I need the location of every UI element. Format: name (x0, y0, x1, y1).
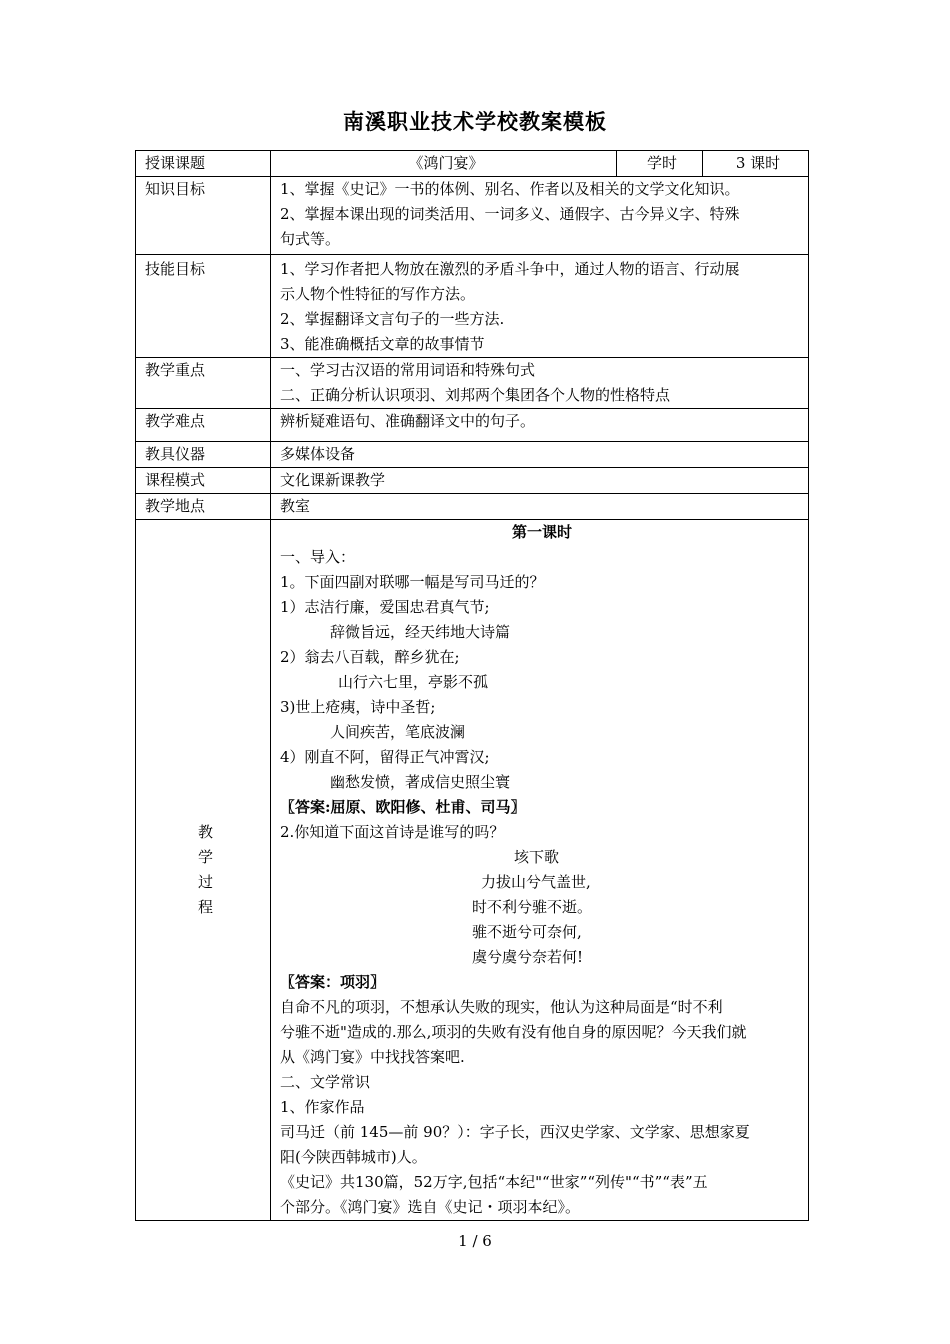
answer-1: 〖答案:屈原、欧阳修、杜甫、司马〗 (280, 798, 526, 816)
section-title: 第一课时 (511, 523, 572, 541)
knowledge-line: 2、掌握本课出现的词类活用、一词多义、通假字、古今异义字、特殊 (280, 205, 740, 223)
focus-content (271, 358, 809, 409)
skill-row (136, 255, 809, 358)
process-content (271, 520, 809, 1221)
process-label-char: 学 (197, 848, 213, 866)
intro-heading: 一、导入： (280, 548, 356, 566)
process-label-char: 过 (197, 873, 213, 891)
process-row (136, 520, 809, 1221)
couplet-second: 辞微旨远，经天纬地大诗篇 (330, 623, 511, 641)
paragraph-line: 兮骓不逝"造成的.那么,项羽的失败有没有他自身的原因呢？今天我们就 (280, 1023, 747, 1041)
paragraph-line: 自命不凡的项羽，不想承认失败的现实，他认为这种局面是“时不利 (280, 998, 723, 1016)
difficulty-row (136, 409, 809, 442)
couplet-second: 山行六七里，亭影不孤 (338, 673, 489, 691)
knowledge-line: 1、掌握《史记》一书的体例、别名、作者以及相关的文学文化知识。 (280, 180, 740, 198)
paragraph-line: 个部分。《鸿门宴》选自《史记・项羽本纪》。 (280, 1198, 581, 1216)
paragraph-line: 司马迁（前 145—前 90？）：字子长，西汉史学家、文学家、思想家夏 (280, 1123, 750, 1141)
subsection-heading: 1、作家作品 (280, 1098, 365, 1116)
difficulty-content (271, 409, 809, 442)
couplet-first: 2）翁去八百载，醉乡犹在; (280, 648, 460, 666)
paragraph-line: 阳(今陕西韩城市)人。 (280, 1148, 427, 1166)
skill-line: 示人物个性特征的写作方法。 (280, 285, 476, 303)
knowledge-content (271, 177, 809, 255)
location-row (136, 494, 809, 520)
mode-value: 文化课新课教学 (271, 468, 809, 494)
topic-label: 授课课题 (136, 151, 271, 177)
paragraph-line: 从《鸿门宴》中找找答案吧. (280, 1048, 465, 1066)
couplet-first: 3)世上疮痍，诗中圣哲; (280, 698, 436, 716)
couplet-second: 人间疾苦，笔底波澜 (330, 723, 466, 741)
question-2: 2.你知道下面这首诗是谁写的吗？ (280, 823, 505, 841)
topic-row (136, 151, 809, 177)
poem-line: 骓不逝兮可奈何, (472, 923, 582, 941)
answer-2: 〖答案：项羽〗 (280, 973, 386, 991)
poem-title: 垓下歌 (514, 848, 560, 866)
knowledge-row (136, 177, 809, 255)
knowledge-line: 句式等。 (280, 230, 341, 248)
difficulty-line: 辨析疑难语句、准确翻译文中的句子。 (280, 412, 536, 430)
mode-row (136, 468, 809, 494)
lesson-plan-table (135, 150, 809, 1221)
focus-line: 二、正确分析认识项羽、刘邦两个集团各个人物的性格特点 (280, 386, 671, 404)
skill-line: 3、能准确概括文章的故事情节 (280, 335, 485, 353)
knowledge-label: 知识目标 (136, 177, 271, 255)
document-title: 南溪职业技术学校教案模板 (343, 109, 607, 134)
poem-line: 力拔山兮气盖世, (481, 873, 591, 891)
couplet-first: 1）志洁行廉，爱国忠君真气节; (280, 598, 490, 616)
poem-line: 时不利兮骓不逝。 (472, 898, 593, 916)
couplet-second: 幽愁发愤，著成信史照尘寰 (330, 773, 511, 791)
poem-line: 虞兮虞兮奈若何! (472, 948, 584, 966)
question-1: 1。下面四副对联哪一幅是写司马迁的？ (280, 573, 545, 591)
paragraph-line: 《史记》共130篇，52万字,包括“本纪"“世家”“列传"“书”“表”五 (280, 1173, 708, 1191)
equipment-row (136, 442, 809, 468)
equipment-value: 多媒体设备 (271, 442, 809, 468)
skill-label: 技能目标 (136, 255, 271, 358)
skill-line: 1、学习作者把人物放在激烈的矛盾斗争中，通过人物的语言、行动展 (280, 260, 740, 278)
process-label-char: 教 (197, 823, 213, 841)
hours-value: 3 课时 (703, 151, 809, 177)
focus-row (136, 358, 809, 409)
section-2-heading: 二、文学常识 (280, 1073, 371, 1091)
focus-label: 教学重点 (136, 358, 271, 409)
location-label: 教学地点 (136, 494, 271, 520)
hours-label: 学时 (617, 151, 703, 177)
focus-line: 一、学习古汉语的常用词语和特殊句式 (280, 361, 536, 379)
skill-content (271, 255, 809, 358)
couplet-first: 4）刚直不阿，留得正气冲霄汉; (280, 748, 490, 766)
mode-label: 课程模式 (136, 468, 271, 494)
process-label-char: 程 (197, 898, 213, 916)
topic-value: 《鸿门宴》 (271, 151, 617, 177)
skill-line: 2、掌握翻译文言句子的一些方法. (280, 310, 505, 328)
page-number: 1 / 6 (458, 1232, 492, 1250)
location-value: 教室 (271, 494, 809, 520)
process-label (136, 520, 271, 1221)
equipment-label: 教具仪器 (136, 442, 271, 468)
difficulty-label: 教学难点 (136, 409, 271, 442)
